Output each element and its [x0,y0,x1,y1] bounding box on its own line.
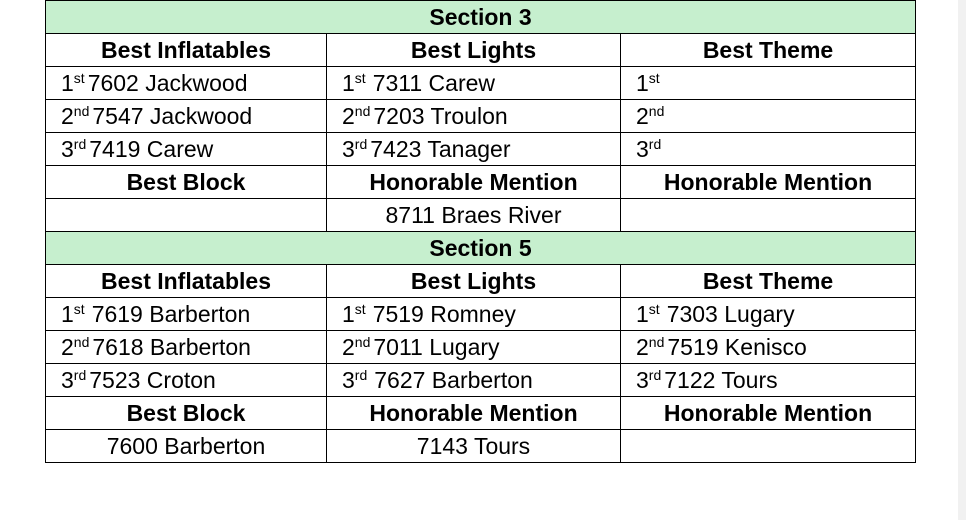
section-title: Section 3 [46,1,916,34]
placement-cell [327,298,621,331]
value-cell: 7143 Tours [327,430,621,463]
category-header: Best Lights [327,265,621,298]
awards-table [45,0,916,463]
placement-cell [327,331,621,364]
address: 7627 Barberton [374,367,533,393]
section-header-row [46,232,916,265]
place-suffix: nd [73,103,90,119]
category-header: Honorable Mention [621,397,916,430]
category-header-row [46,34,916,67]
address: 7619 Barberton [91,301,251,327]
place-number: 3 [636,367,649,393]
placement-cell [621,100,916,133]
place-number: 2 [342,334,355,360]
placement-cell [621,67,916,100]
place-suffix: st [648,70,660,86]
category-header-row [46,397,916,430]
place-suffix: nd [73,334,90,350]
address: 7122 Tours [664,367,778,393]
place-row [46,67,916,100]
placement-cell [621,298,916,331]
place-number: 3 [61,367,74,393]
placement-cell [46,133,327,166]
category-header-row [46,265,916,298]
address: 7303 Lugary [666,301,795,327]
place-suffix: nd [648,103,665,119]
address: 7519 Kenisco [667,334,807,360]
place-number: 3 [636,136,649,162]
placement-cell [46,364,327,397]
place-suffix: rd [354,136,368,152]
place-suffix: st [354,301,366,317]
value-cell [46,199,327,232]
category-header: Best Inflatables [46,34,327,67]
address: 7311 Carew [372,70,495,96]
place-suffix: nd [354,334,371,350]
category-header: Honorable Mention [621,166,916,199]
place-number: 1 [636,301,649,327]
place-row [46,298,916,331]
place-number: 1 [61,70,74,96]
category-header: Honorable Mention [327,397,621,430]
address: 7419 Carew [89,136,214,162]
place-number: 2 [636,103,649,129]
category-header: Best Inflatables [46,265,327,298]
placement-cell [621,364,916,397]
page-edge [958,0,966,520]
place-number: 2 [342,103,355,129]
place-number: 3 [342,136,355,162]
placement-cell [327,133,621,166]
placement-cell [327,67,621,100]
value-cell: 7600 Barberton [46,430,327,463]
value-cell: 8711 Braes River [327,199,621,232]
address: 7523 Croton [89,367,216,393]
place-row [46,133,916,166]
category-header: Best Block [46,166,327,199]
place-number: 2 [636,334,649,360]
place-suffix: st [73,70,85,86]
place-row [46,364,916,397]
value-cell [621,430,916,463]
place-suffix: nd [354,103,371,119]
address: 7547 Jackwood [92,103,253,129]
place-suffix: rd [648,136,662,152]
placement-cell [621,331,916,364]
place-suffix: rd [354,367,368,383]
category-header: Best Theme [621,265,916,298]
place-number: 2 [61,103,74,129]
place-number: 1 [61,301,74,327]
category-header-row [46,166,916,199]
category-header: Best Theme [621,34,916,67]
place-suffix: rd [73,136,87,152]
placement-cell [327,100,621,133]
place-suffix: st [73,301,85,317]
place-row [46,100,916,133]
category-header: Best Block [46,397,327,430]
value-row [46,199,916,232]
place-row [46,331,916,364]
place-suffix: rd [648,367,662,383]
place-suffix: nd [648,334,665,350]
section-title: Section 5 [46,232,916,265]
place-suffix: st [648,301,660,317]
address: 7618 Barberton [92,334,251,360]
value-row [46,430,916,463]
placement-cell [46,100,327,133]
place-number: 1 [342,70,355,96]
place-number: 3 [61,136,74,162]
address: 7011 Lugary [373,334,500,360]
placement-cell [46,331,327,364]
placement-cell [46,67,327,100]
placement-cell [327,364,621,397]
placement-cell [621,133,916,166]
address: 7519 Romney [372,301,516,327]
value-cell [621,199,916,232]
place-suffix: st [354,70,366,86]
address: 7602 Jackwood [87,70,248,96]
place-number: 2 [61,334,74,360]
address: 7423 Tanager [370,136,511,162]
category-header: Honorable Mention [327,166,621,199]
address: 7203 Troulon [373,103,508,129]
placement-cell [46,298,327,331]
place-number: 1 [636,70,649,96]
section-header-row [46,1,916,34]
place-suffix: rd [73,367,87,383]
place-number: 3 [342,367,355,393]
category-header: Best Lights [327,34,621,67]
place-number: 1 [342,301,355,327]
